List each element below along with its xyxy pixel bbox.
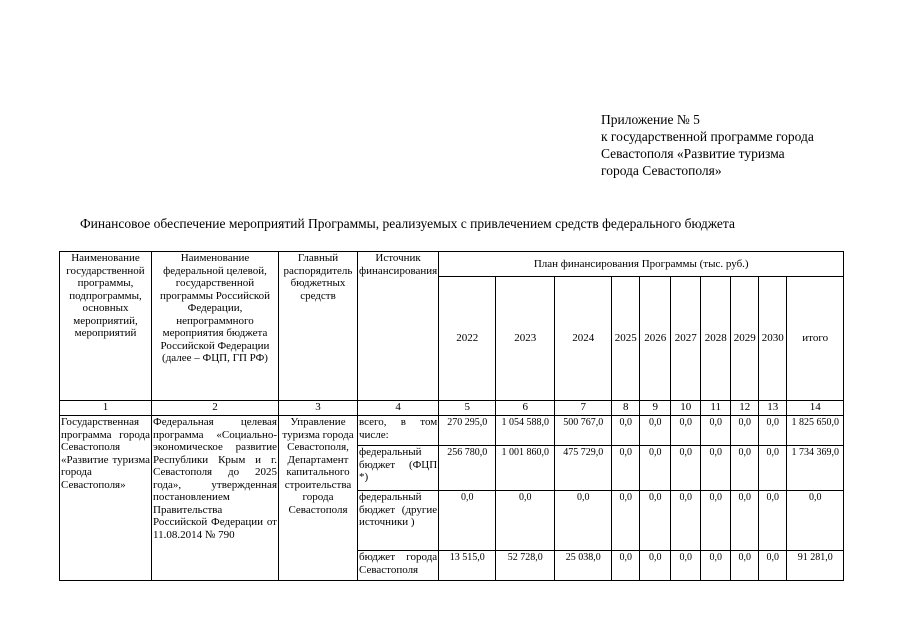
column-number: 1 [60,401,152,416]
value-cell: 0,0 [612,446,640,491]
header-total: итого [787,277,844,401]
value-cell: 91 281,0 [787,551,844,581]
header-distributor: Главный распорядитель бюджетных средств [279,252,358,401]
appendix-line-1: Приложение № 5 [601,112,700,127]
header-year-2028: 2028 [701,277,731,401]
value-cell: 0,0 [701,446,731,491]
value-cell: 0,0 [701,416,731,446]
value-cell: 270 295,0 [439,416,496,446]
column-number: 14 [787,401,844,416]
value-cell: 0,0 [555,491,612,551]
appendix-note [601,111,814,179]
value-cell: 1 001 860,0 [496,446,555,491]
value-cell: 500 767,0 [555,416,612,446]
value-cell: 0,0 [671,491,701,551]
column-number: 7 [555,401,612,416]
value-cell: 0,0 [701,491,731,551]
source-cell: федеральный бюджет (другие источники ) [358,491,439,551]
header-year-2030: 2030 [759,277,787,401]
value-cell: 0,0 [640,491,671,551]
value-cell: 52 728,0 [496,551,555,581]
column-number: 6 [496,401,555,416]
column-number: 4 [358,401,439,416]
value-cell: 0,0 [496,491,555,551]
value-cell: 1 825 650,0 [787,416,844,446]
value-cell: 0,0 [612,551,640,581]
column-number: 9 [640,401,671,416]
header-year-2024: 2024 [555,277,612,401]
column-number: 10 [671,401,701,416]
header-source: Источник финансирования [358,252,439,401]
header-year-2027: 2027 [671,277,701,401]
header-fcp-name: Наименование федеральной целевой, государственной программы Российской Федерации, непрограммного мероприятия бюджета Российской Федерации (далее – ФЦП, ГП РФ) [152,252,279,401]
value-cell: 0,0 [731,416,759,446]
value-cell: 0,0 [640,416,671,446]
column-number: 2 [152,401,279,416]
value-cell: 0,0 [612,416,640,446]
value-cell: 0,0 [640,551,671,581]
fcp-name-cell: Федеральная целевая программа «Социально-экономическое развитие Республики Крым и г. Севастополя до 2025 года», утвержденная постановлением Правительства Российской Федерации от 11.08.2014 № 790 [152,416,279,581]
value-cell: 0,0 [671,551,701,581]
header-year-2023: 2023 [496,277,555,401]
distributor-cell: Управление туризма города Севастополя, Департамент капитального строительства города Севастополя [279,416,358,581]
value-cell: 0,0 [759,446,787,491]
header-year-2026: 2026 [640,277,671,401]
header-plan: План финансирования Программы (тыс. руб.) [439,252,844,277]
value-cell: 13 515,0 [439,551,496,581]
value-cell: 475 729,0 [555,446,612,491]
value-cell: 0,0 [759,551,787,581]
value-cell: 0,0 [640,446,671,491]
header-program-name: Наименование государственной программы, подпрограммы, основных мероприятий, мероприятий [60,252,152,401]
column-number: 11 [701,401,731,416]
value-cell: 1 734 369,0 [787,446,844,491]
source-cell: федеральный бюджет (ФЦП *) [358,446,439,491]
appendix-line-4: города Севастополя» [601,163,722,178]
appendix-line-3: Севастополя «Развитие туризма [601,146,785,161]
value-cell: 0,0 [701,551,731,581]
value-cell: 0,0 [731,446,759,491]
value-cell: 0,0 [731,491,759,551]
value-cell: 0,0 [731,551,759,581]
value-cell: 0,0 [759,416,787,446]
column-number: 13 [759,401,787,416]
value-cell: 256 780,0 [439,446,496,491]
column-number: 3 [279,401,358,416]
appendix-line-2: к государственной программе города [601,129,814,144]
value-cell: 0,0 [612,491,640,551]
column-number: 12 [731,401,759,416]
header-year-2029: 2029 [731,277,759,401]
column-number: 8 [612,401,640,416]
value-cell: 0,0 [439,491,496,551]
value-cell: 0,0 [671,416,701,446]
program-name-cell: Государственная программа города Севастополя «Развитие туризма города Севастополя» [60,416,152,581]
column-number: 5 [439,401,496,416]
header-year-2022: 2022 [439,277,496,401]
table-row [60,416,844,446]
source-cell: всего, в том числе: [358,416,439,446]
value-cell: 25 038,0 [555,551,612,581]
header-year-2025: 2025 [612,277,640,401]
value-cell: 0,0 [671,446,701,491]
value-cell: 0,0 [787,491,844,551]
source-cell [358,551,439,581]
financing-table [59,251,844,581]
column-number-row [60,401,844,416]
source-cell-text: бюджет города Севастополя [359,551,438,576]
value-cell: 1 054 588,0 [496,416,555,446]
document-title: Финансовое обеспечение мероприятий Программы, реализуемых с привлечением средств федерального бюджета [80,216,735,231]
value-cell: 0,0 [759,491,787,551]
